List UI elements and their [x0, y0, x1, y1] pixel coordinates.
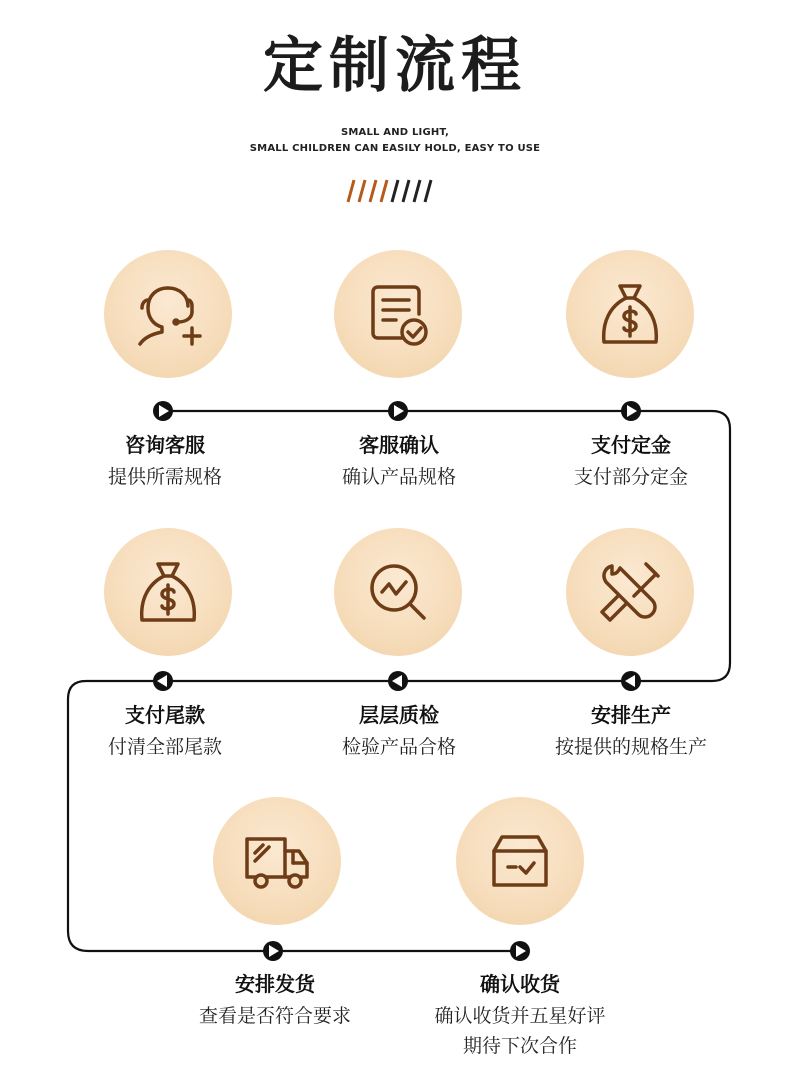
subtitle-line-1: SMALL AND LIGHT,	[340, 127, 450, 138]
step-7-circle	[213, 797, 341, 925]
step-title: 支付尾款	[125, 703, 205, 727]
step-8-circle	[456, 797, 584, 925]
arrow-marker	[263, 941, 283, 961]
arrow-marker	[388, 671, 408, 691]
step-desc: 查看是否符合要求	[198, 1005, 351, 1027]
step-title: 支付定金	[591, 433, 671, 457]
magnifier-chart-icon	[358, 552, 438, 632]
step-5-label	[279, 702, 519, 762]
step-title: 层层质检	[359, 703, 439, 727]
customer-service-icon	[128, 274, 208, 354]
step-6-circle	[566, 528, 694, 656]
step-6-label	[511, 702, 751, 762]
step-desc: 确认收货并五星好评 期待下次合作	[434, 1005, 606, 1057]
step-desc: 检验产品合格	[341, 736, 456, 758]
step-2-circle	[334, 250, 462, 378]
step-desc: 提供所需规格	[107, 466, 222, 488]
step-3-label	[511, 432, 751, 492]
step-5-circle	[334, 528, 462, 656]
step-4-circle	[104, 528, 232, 656]
box-check-icon	[480, 821, 560, 901]
step-title: 确认收货	[480, 972, 560, 996]
step-1-label	[45, 432, 285, 492]
tools-icon	[590, 552, 670, 632]
step-2-label	[279, 432, 519, 492]
step-desc: 按提供的规格生产	[554, 736, 707, 758]
truck-icon	[237, 821, 317, 901]
step-title: 安排生产	[591, 703, 671, 727]
arrow-marker	[621, 401, 641, 421]
money-bag-icon	[128, 552, 208, 632]
step-desc: 付清全部尾款	[107, 736, 222, 758]
arrow-marker	[153, 401, 173, 421]
step-title: 安排发货	[235, 972, 315, 996]
arrow-marker	[621, 671, 641, 691]
step-7-label	[155, 971, 395, 1031]
step-desc: 确认产品规格	[341, 466, 456, 488]
step-3-circle	[566, 250, 694, 378]
step-4-label	[45, 702, 285, 762]
step-1-circle	[104, 250, 232, 378]
subtitle-line-2: SMALL CHILDREN CAN EASILY HOLD, EASY TO USE	[249, 143, 541, 154]
step-title: 咨询客服	[125, 433, 205, 457]
step-desc: 支付部分定金	[573, 466, 688, 488]
document-check-icon	[358, 274, 438, 354]
page-title: 定制流程	[263, 31, 527, 101]
arrow-marker	[510, 941, 530, 961]
step-8-label	[400, 971, 640, 1061]
arrow-marker	[388, 401, 408, 421]
money-bag-icon	[590, 274, 670, 354]
step-title: 客服确认	[359, 433, 439, 457]
arrow-marker	[153, 671, 173, 691]
